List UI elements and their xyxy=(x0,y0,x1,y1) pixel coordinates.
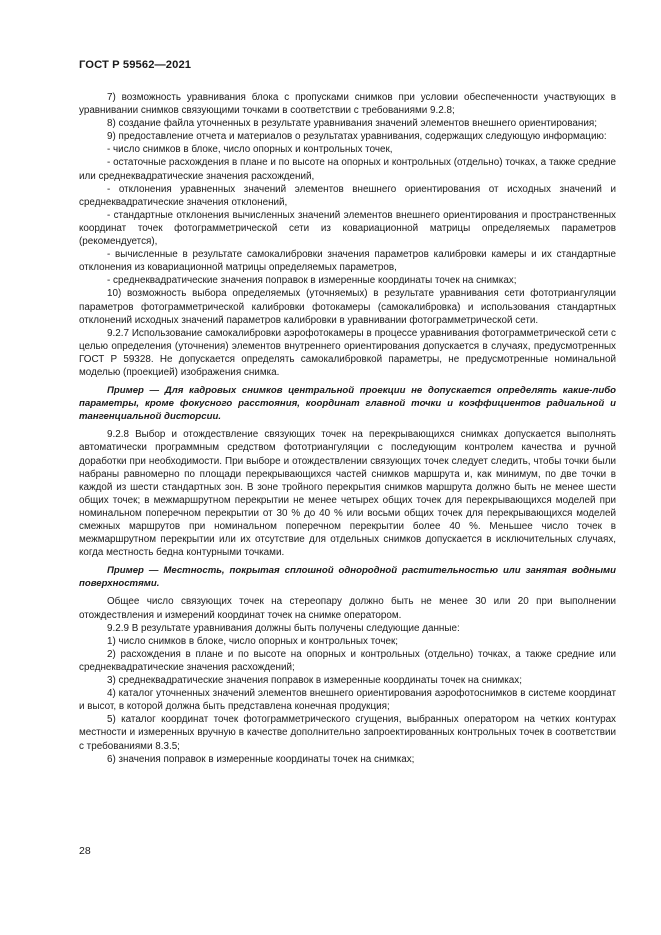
example-note: Пример — Для кадровых снимков центральной проекции не допускается определять какие-либо параметры, кроме фокусного расстояния, координат главной точки и коэффициентов радиальной и тангенциальной дисторсии. xyxy=(79,385,616,423)
paragraph: 10) возможность выбора определяемых (уточняемых) в результате уравнивания сети фототриангуляции параметров фотограмметрической калибровки фотокамеры (самокалибровка) и использования стандартных отклонений исходных значений параметров калибровки в уравнивании фотограмметрической сети. xyxy=(79,288,616,326)
list-item: 3) среднеквадратические значения поправок в измеренные координаты точек на снимках; xyxy=(107,675,522,687)
list-item: 1) число снимков в блоке, число опорных и контрольных точек; xyxy=(107,635,399,647)
page-number: 28 xyxy=(79,845,91,857)
list-item: - число снимков в блоке, число опорных и контрольных точек, xyxy=(107,144,393,156)
list-item: 2) расхождения в плане и по высоте на опорных и контрольных (отдельно) точках, а также средние или среднеквадратические значения расхождений; xyxy=(79,648,616,673)
list-item: - стандартные отклонения вычисленных значений элементов внешнего ориентирования и пространственных координат точек фотограмметрической сети из ковариационной матрицы определяемых параметров (рекомендуется), xyxy=(79,209,616,248)
section-9-2-7: 9.2.7 Использование самокалибровки аэрофотокамеры в процессе уравнивания фотограмметрической сети с целью определения (уточнения) элементов внутреннего ориентирования допускается в случаях, предусмотренных ГОСТ Р 59328. Не допускается определять самокалибровкой параметры, не предусмотренные номинальной моделью (проекцией) изображения снимка. xyxy=(79,327,616,378)
paragraph: 9) предоставление отчета и материалов о результатах уравнивания, содержащих следующую информацию: xyxy=(107,131,607,143)
list-item: - среднеквадратические значения поправок в измеренные координаты точек на снимках; xyxy=(107,275,517,287)
list-item: - вычисленные в результате самокалибровки значения параметров калибровки камеры и их стандартные отклонения из ковариационной матрицы определяемых параметров, xyxy=(79,249,616,274)
section-9-2-9: 9.2.9 В результате уравнивания должны быть получены следующие данные: xyxy=(107,622,460,634)
list-item: - отклонения уравненных значений элементов внешнего ориентирования от исходных значений и среднеквадратические значения отклонений, xyxy=(79,183,616,208)
list-item: 4) каталог уточненных значений элементов внешнего ориентирования аэрофотоснимков в системе координат и высот, в которой должна быть представлена конечная продукция; xyxy=(79,688,616,713)
page-header-standard: ГОСТ Р 59562—2021 xyxy=(79,59,192,71)
list-item: 5) каталог координат точек фотограмметрического сгущения, выбранных оператором на четких контурах местности и измеренных вручную в качестве дополнительно запроектированных контрольных точек в соответствии с требованиями 8.3.5; xyxy=(79,714,616,752)
document-body xyxy=(79,91,616,766)
paragraph: 7) возможность уравнивания блока с пропусками снимков при условии обеспеченности участвующих в уравнивании снимков связующими точками в соответствии с требованиями 9.2.8; xyxy=(79,92,616,117)
section-9-2-8: 9.2.8 Выбор и отождествление связующих точек на перекрывающихся снимках допускается выполнять автоматически программным средством фототриангуляции с последующим контролем качества и ручной доработки при необходимости. При выборе и отождествлении связующих точек следует следить, чтобы точки были набраны равномерно по площади перекрывающихся частей снимков маршрута и, как минимум, по две точки в каждой из шести стандартных зон. В зоне тройного перекрытия снимков маршрута должно быть не менее шести общих точек; в межмаршрутном перекрытии не менее четырех общих точек для перекрывающихся моделей при номинальном поперечном перекрытии от 30 % до 40 % или восьми общих точек для перекрывающихся моделей смежных маршрутов при номинальном поперечном перекрытии более 40 %. Меньшее число точек в межмаршрутном перекрытии или их отсутствие для отдельных снимков допускается в исключительных случаях, когда местность бедна контурными точками. xyxy=(79,429,616,559)
paragraph: 8) создание файла уточненных в результате уравнивания значений элементов внешнего ориентирования; xyxy=(107,118,597,130)
paragraph: Общее число связующих точек на стереопару должно быть не менее 30 или 20 при выполнении отождествления и измерений координат точек на снимке оператором. xyxy=(79,596,616,621)
list-item: 6) значения поправок в измеренные координаты точек на снимках; xyxy=(107,753,415,765)
example-note: Пример — Местность, покрытая сплошной однородной растительностью или занятая водными поверхностями. xyxy=(79,565,616,590)
list-item: - остаточные расхождения в плане и по высоте на опорных и контрольных (отдельно) точках, а также средние или среднеквадратические значения расхождений, xyxy=(79,157,616,182)
